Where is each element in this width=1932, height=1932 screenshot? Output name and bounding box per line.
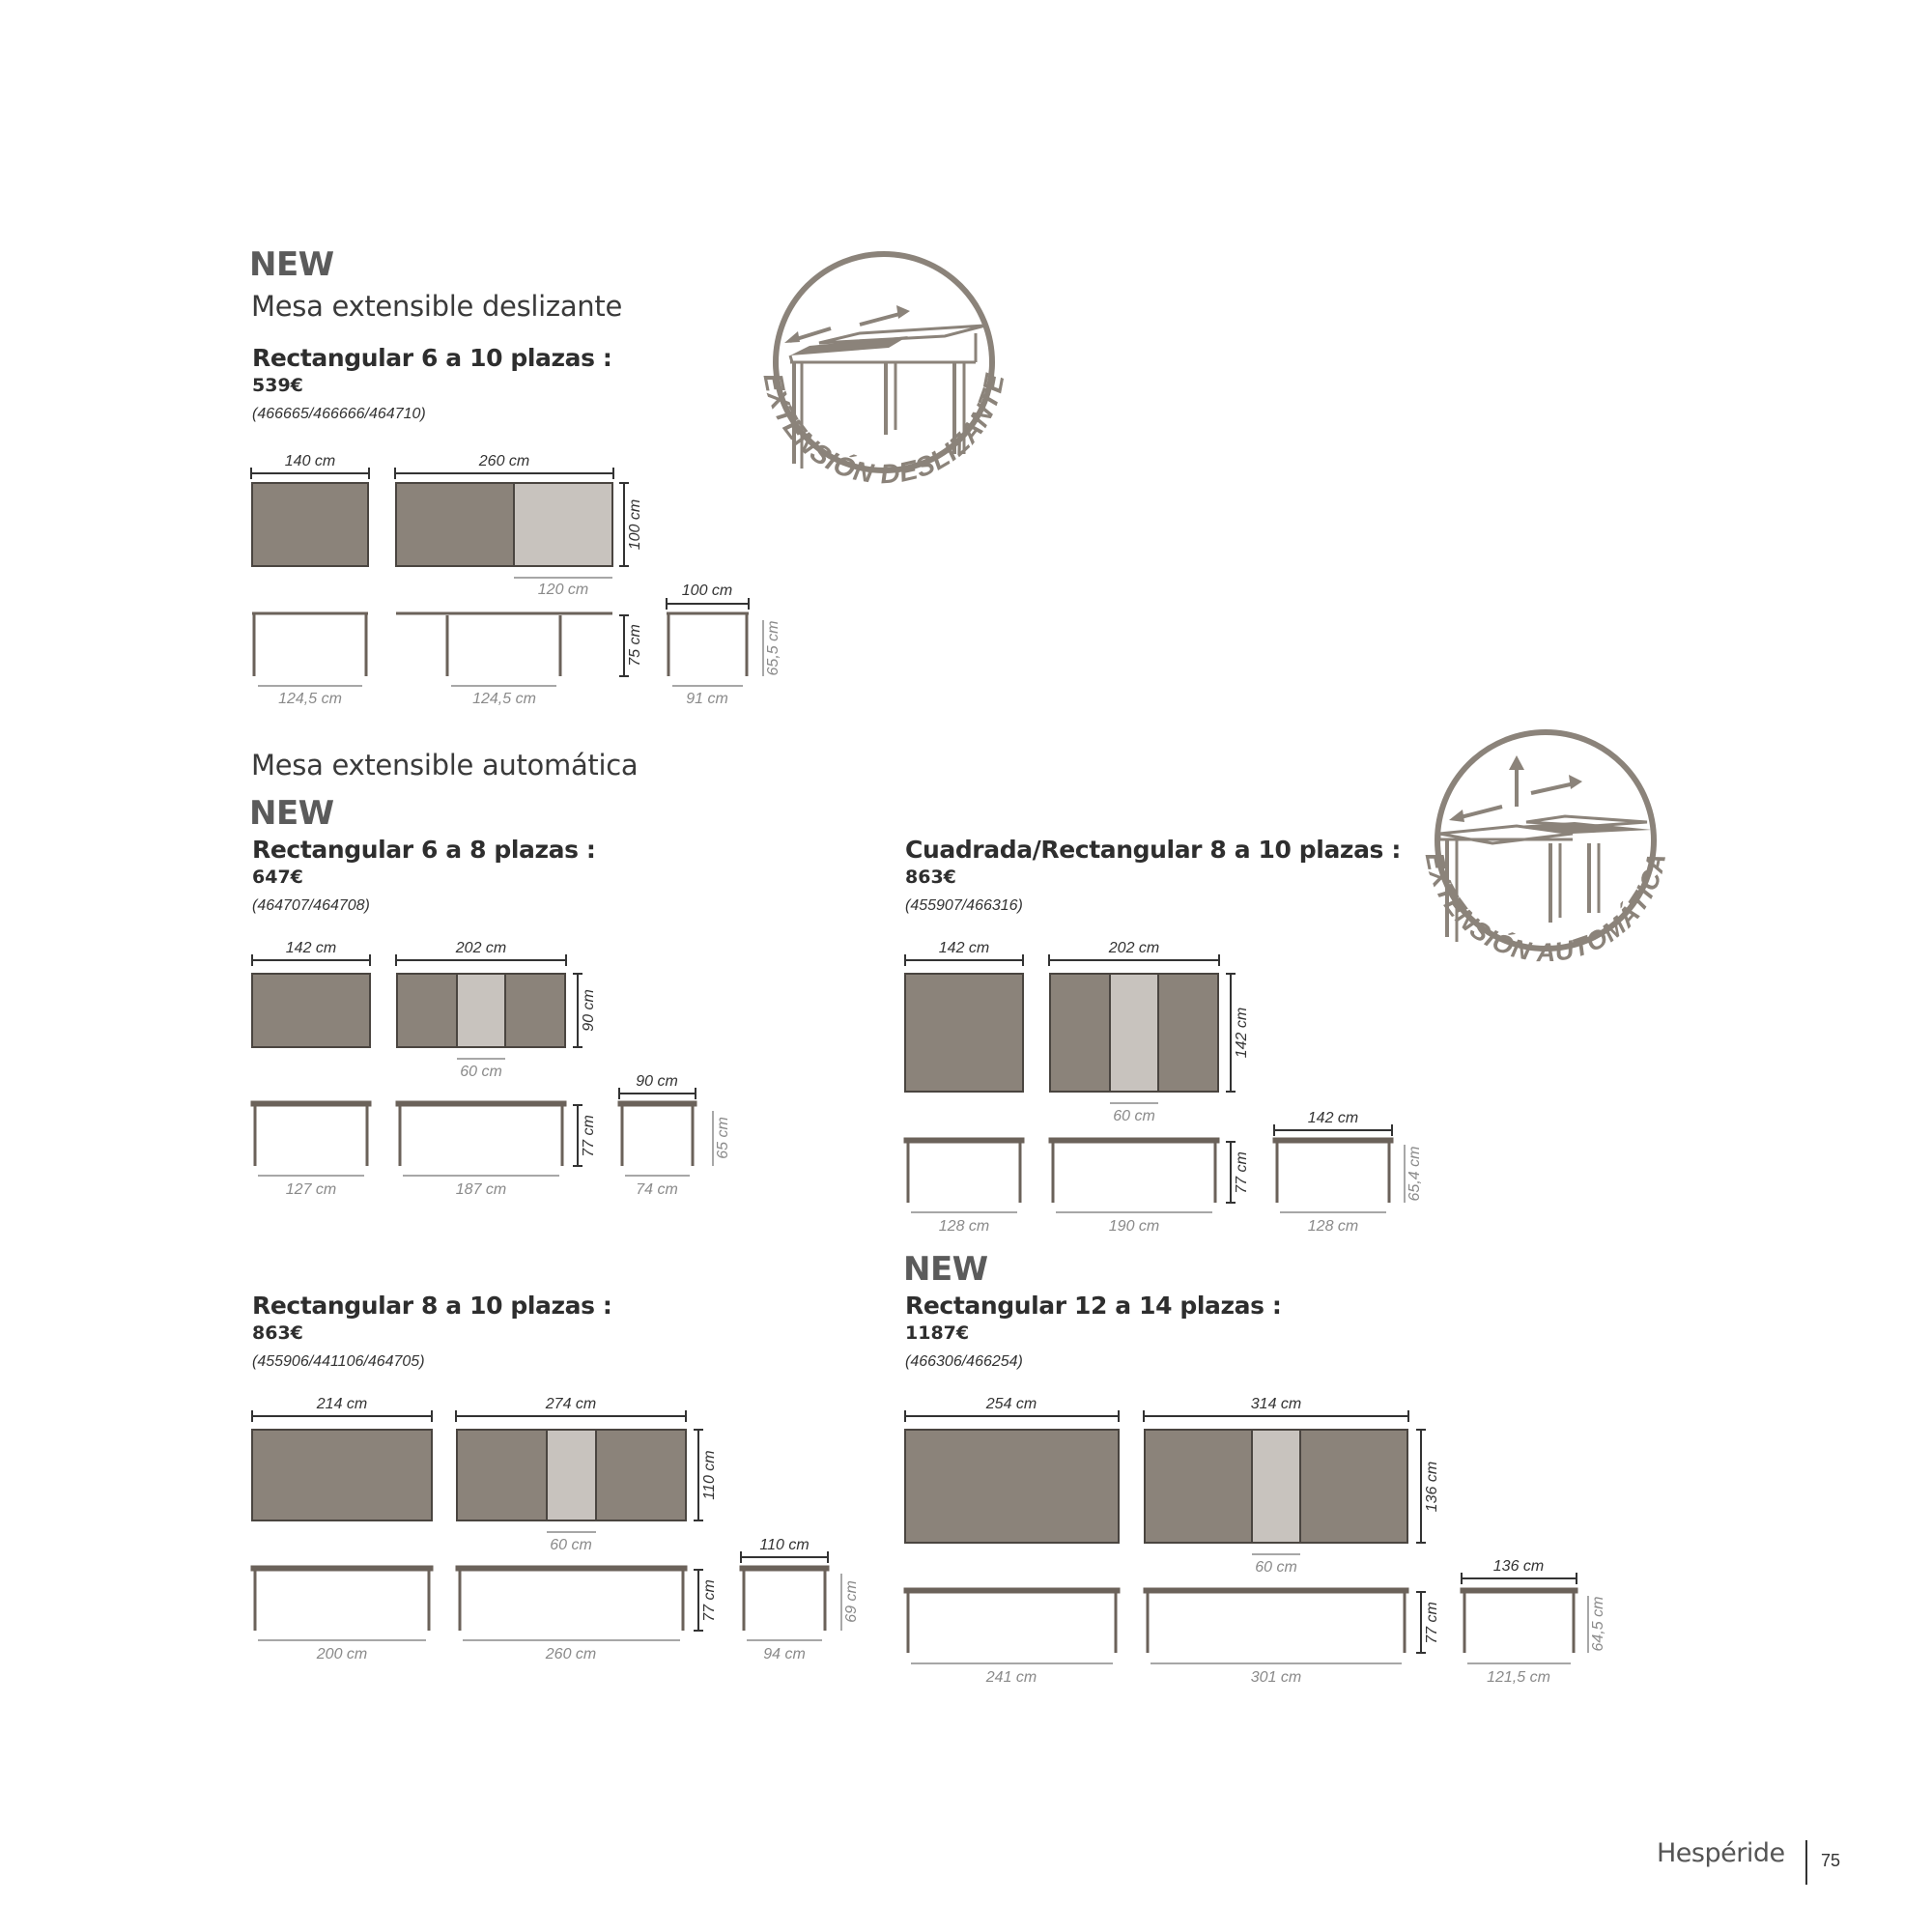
new-label: NEW (249, 245, 334, 284)
dim-side-legs: 74 cm (636, 1181, 678, 1198)
product-title: Rectangular 12 a 14 plazas : (905, 1292, 1282, 1320)
dim-side-clear: 65,4 cm (1406, 1146, 1423, 1202)
new-label: NEW (249, 794, 334, 833)
dim-height: 75 cm (627, 624, 643, 667)
dim-legs-closed: 241 cm (985, 1669, 1037, 1686)
dim-side-legs: 91 cm (686, 691, 728, 707)
table-elevation-side (1274, 1139, 1392, 1203)
dim-side-top: 142 cm (1307, 1110, 1359, 1126)
table-top-closed (905, 974, 1023, 1092)
dimension-diagram (895, 937, 1435, 1246)
table-elevation-side (619, 1102, 696, 1166)
table-top-closed (252, 483, 368, 566)
table-top-closed (252, 1430, 432, 1520)
dim-width-closed: 142 cm (285, 940, 337, 956)
dimension-diagram (242, 937, 763, 1208)
dim-legs-open: 260 cm (545, 1646, 597, 1662)
product-refs: (455906/441106/464705) (252, 1353, 425, 1370)
table-top-open (396, 483, 514, 566)
dim-height: 77 cm (581, 1115, 597, 1157)
table-top-closed (905, 1430, 1119, 1543)
table-elevation-open (1145, 1589, 1407, 1653)
dim-depth: 90 cm (581, 989, 597, 1032)
table-extension (457, 974, 505, 1047)
dim-width-open: 202 cm (1108, 940, 1160, 956)
dim-height: 77 cm (1234, 1151, 1250, 1194)
dimension-diagram (242, 1393, 879, 1663)
dim-side-top: 100 cm (681, 582, 733, 599)
product-title: Rectangular 8 a 10 plazas : (252, 1292, 612, 1320)
table-extension (1252, 1430, 1300, 1543)
dim-side-clear: 65,5 cm (765, 620, 781, 676)
dim-side-legs: 94 cm (763, 1646, 806, 1662)
dim-legs-open: 187 cm (455, 1181, 507, 1198)
dim-side-top: 136 cm (1492, 1558, 1545, 1575)
table-elevation-closed (905, 1589, 1119, 1653)
dim-side-clear: 64,5 cm (1590, 1596, 1606, 1652)
dim-legs-open: 190 cm (1108, 1218, 1160, 1235)
dim-side-legs: 128 cm (1307, 1218, 1359, 1235)
dim-width-closed: 142 cm (938, 940, 990, 956)
dim-side-legs: 121,5 cm (1487, 1669, 1550, 1686)
product-title: Cuadrada/Rectangular 8 a 10 plazas : (905, 836, 1401, 864)
dim-width-closed: 214 cm (316, 1396, 368, 1412)
dim-width-closed: 140 cm (284, 453, 336, 469)
product-refs: (466306/466254) (905, 1353, 1023, 1370)
new-label: NEW (903, 1250, 988, 1289)
dim-extension: 60 cm (460, 1064, 502, 1080)
dim-extension: 60 cm (1255, 1559, 1297, 1576)
dim-side-top: 110 cm (759, 1537, 810, 1553)
table-elevation-open (397, 1102, 565, 1166)
table-extension (514, 483, 612, 566)
dim-depth: 100 cm (627, 498, 643, 551)
dimension-diagram (895, 1393, 1629, 1692)
automatic-extension-icon (1401, 729, 1690, 1009)
dim-extension: 120 cm (537, 582, 589, 598)
dim-legs-open: 124,5 cm (472, 691, 536, 707)
product-title: Rectangular 6 a 8 plazas : (252, 836, 596, 864)
dim-height: 77 cm (1424, 1602, 1440, 1644)
product-price: 539€ (252, 375, 303, 396)
dim-depth: 142 cm (1234, 1007, 1250, 1059)
product-price: 1187€ (905, 1322, 970, 1344)
dim-legs-closed: 127 cm (285, 1181, 337, 1198)
section-subtitle: Mesa extensible automática (251, 749, 639, 781)
product-refs: (455907/466316) (905, 897, 1023, 914)
dim-width-open: 274 cm (545, 1396, 597, 1412)
page-number: 75 (1821, 1851, 1841, 1870)
table-top-closed (252, 974, 370, 1047)
dim-side-clear: 69 cm (843, 1580, 860, 1623)
badge-text: EXTENSIÓN DESLIZANTE (757, 370, 1010, 490)
table-elevation-side (667, 613, 749, 676)
product-refs: (464707/464708) (252, 897, 370, 914)
dim-width-open: 314 cm (1250, 1396, 1302, 1412)
dim-width-open: 202 cm (455, 940, 507, 956)
brand-logo: Hespéride (1657, 1838, 1785, 1868)
table-elevation-closed (252, 613, 368, 676)
footer-divider (1805, 1840, 1807, 1885)
dim-depth: 110 cm (701, 1450, 718, 1500)
dim-extension: 60 cm (1113, 1108, 1155, 1124)
dim-side-clear: 65 cm (715, 1117, 731, 1159)
dim-legs-open: 301 cm (1250, 1669, 1302, 1686)
product-price: 647€ (252, 867, 303, 888)
dim-height: 77 cm (701, 1579, 718, 1622)
table-elevation-open (396, 613, 612, 676)
dim-width-open: 260 cm (478, 453, 530, 469)
product-price: 863€ (905, 867, 956, 888)
product-title: Rectangular 6 a 10 plazas : (252, 344, 612, 372)
table-elevation-open (457, 1567, 686, 1631)
dim-side-top: 90 cm (636, 1073, 678, 1090)
dimension-diagram (242, 444, 840, 715)
section-subtitle: Mesa extensible deslizante (251, 290, 622, 323)
table-extension (547, 1430, 596, 1520)
product-price: 863€ (252, 1322, 303, 1344)
dim-width-closed: 254 cm (985, 1396, 1037, 1412)
table-extension (1110, 974, 1158, 1092)
product-refs: (466665/466666/464710) (252, 406, 426, 422)
table-elevation-closed (905, 1139, 1023, 1203)
table-elevation-side (1462, 1589, 1577, 1653)
dim-depth: 136 cm (1424, 1461, 1440, 1513)
dim-legs-closed: 200 cm (316, 1646, 368, 1662)
table-elevation-closed (252, 1567, 432, 1631)
dim-legs-closed: 124,5 cm (278, 691, 342, 707)
table-elevation-closed (252, 1102, 370, 1166)
dim-legs-closed: 128 cm (938, 1218, 990, 1235)
badge-text: EXTENSIÓN AUTOMÁTICA (1419, 849, 1672, 968)
dim-extension: 60 cm (550, 1537, 592, 1553)
table-elevation-open (1050, 1139, 1218, 1203)
table-elevation-side (741, 1567, 828, 1631)
